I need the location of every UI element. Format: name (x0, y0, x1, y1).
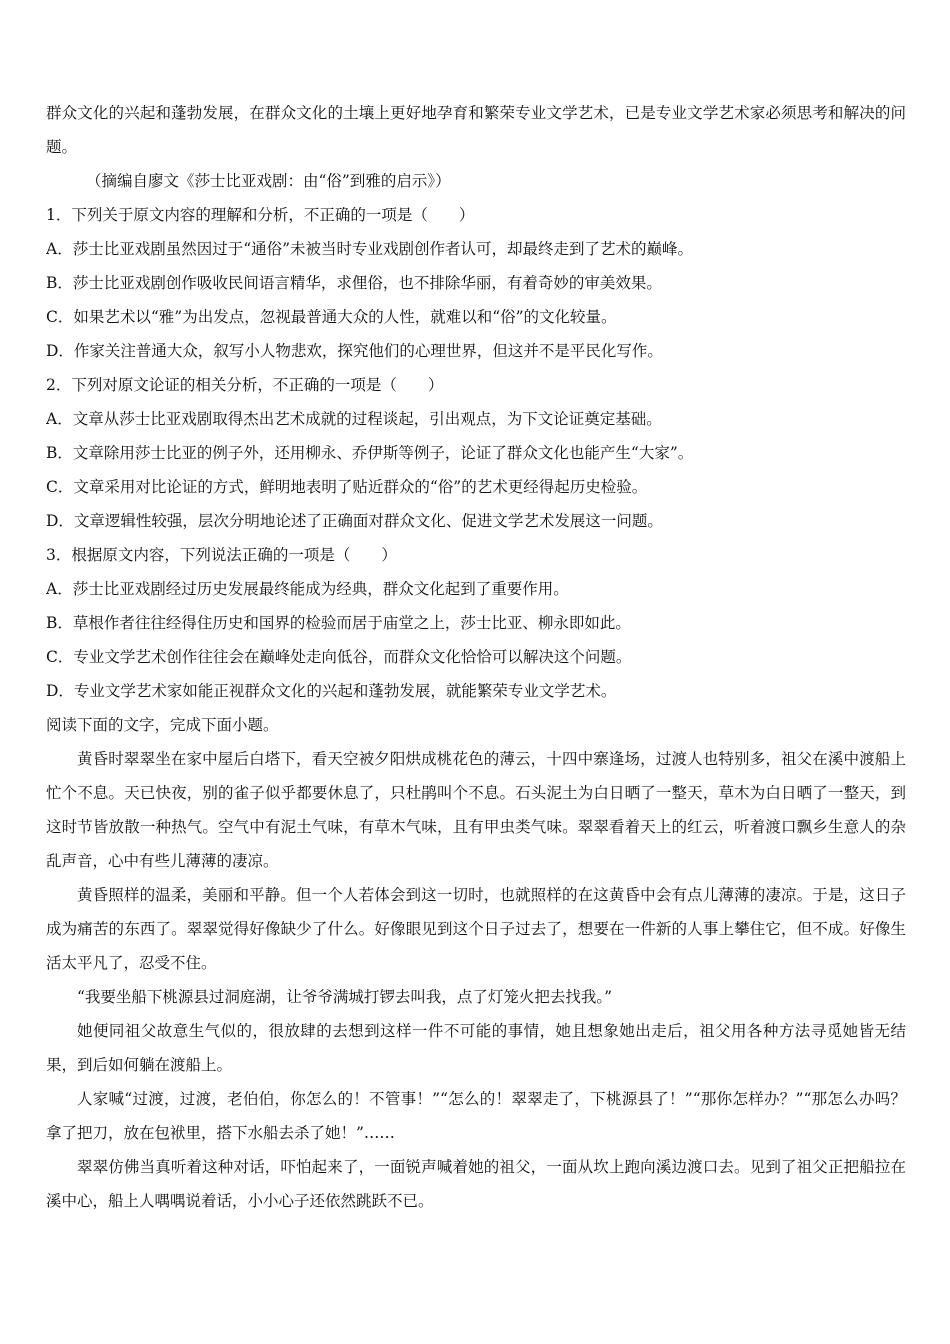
reading-passage (46, 742, 906, 1218)
option-b: B．莎士比亚戏剧创作吸收民间语言精华，求俚俗，也不排除华丽，有着奇妙的审美效果。 (46, 274, 662, 292)
question-stem: 1．下列关于原文内容的理解和分析，不正确的一项是（ ） (46, 206, 475, 224)
passage-paragraph: 她便同祖父故意生气似的，很放肆的去想到这样一件不可能的事情，她且想象她出走后，祖父用各种方法寻觅她皆无结果，到后如何躺在渡船上。 (46, 1022, 906, 1074)
source-note: （摘编自廖文《莎士比亚戏剧：由“俗”到雅的启示》） (86, 172, 451, 190)
option-c: C．文章采用对比论证的方式，鲜明地表明了贴近群众的“俗”的艺术更经得起历史检验。 (46, 478, 648, 496)
option-b: B．草根作者往往经得住历史和国界的检验而居于庙堂之上，莎士比亚、柳永即如此。 (46, 614, 631, 632)
passage-paragraph: “我要坐船下桃源县过洞庭湖，让爷爷满城打锣去叫我，点了灯笼火把去找我。” (77, 988, 613, 1006)
option-d: D．文章逻辑性较强，层次分明地论述了正确面对群众文化、促进文学艺术发展这一问题。 (46, 512, 663, 530)
option-a: A．莎士比亚戏剧经过历史发展最终能成为经典，群众文化起到了重要作用。 (46, 580, 569, 598)
question-2 (46, 368, 906, 538)
option-c: C．专业文学艺术创作往往会在巅峰处走向低谷，而群众文化恰恰可以解决这个问题。 (46, 648, 632, 666)
exam-page (46, 96, 906, 1218)
question-stem: 3．根据原文内容，下列说法正确的一项是（ ） (46, 546, 397, 564)
question-stem: 2．下列对原文论证的相关分析，不正确的一项是（ ） (46, 376, 444, 394)
reading-instruction: 阅读下面的文字，完成下面小题。 (46, 716, 279, 734)
passage-paragraph: 人家喊“过渡，过渡，老伯伯，你怎么的！不管事！”“怎么的！翠翠走了，下桃源县了！”“那你怎样办？”“那怎么办吗？拿了把刀，放在包袱里，搭下水船去杀了她！”…… (46, 1090, 906, 1142)
question-3 (46, 538, 906, 708)
question-1 (46, 198, 906, 368)
passage-paragraph: 黄昏时翠翠坐在家中屋后白塔下，看天空被夕阳烘成桃花色的薄云，十四中寨逢场，过渡人也特别多，祖父在溪中渡船上忙个不息。天已快夜，别的雀子似乎都要休息了，只杜鹃叫个不息。石头泥土为白日晒了一整天，草木为白日晒了一整天，到这时节皆放散一种热气。空气中有泥土气味，有草木气味，且有甲虫类气味。翠翠看着天上的红云，听着渡口飘乡生意人的杂乱声音，心中有些儿薄薄的凄凉。 (46, 750, 906, 870)
option-d: D．专业文学艺术家如能正视群众文化的兴起和蓬勃发展，就能繁荣专业文学艺术。 (46, 682, 617, 700)
option-a: A．文章从莎士比亚戏剧取得杰出艺术成就的过程谈起，引出观点，为下文论证奠定基础。 (46, 410, 662, 428)
option-b: B．文章除用莎士比亚的例子外，还用柳永、乔伊斯等例子，论证了群众文化也能产生“大家”。 (46, 444, 694, 462)
option-d: D．作家关注普通大众，叙写小人物悲欢，探究他们的心理世界，但这并不是平民化写作。 (46, 342, 663, 360)
passage-paragraph: 翠翠仿佛当真听着这种对话，吓怕起来了，一面锐声喊着她的祖父，一面从坎上跑向溪边渡口去。见到了祖父正把船拉在溪中心，船上人喁喁说着话，小小心子还依然跳跃不已。 (46, 1158, 906, 1210)
option-a: A．莎士比亚戏剧虽然因过于“通俗”未被当时专业戏剧创作者认可，却最终走到了艺术的巅峰。 (46, 240, 694, 258)
intro-paragraph-end: 群众文化的兴起和蓬勃发展，在群众文化的土壤上更好地孕育和繁荣专业文学艺术，已是专业文学艺术家必须思考和解决的问题。 (46, 104, 906, 156)
passage-paragraph: 黄昏照样的温柔，美丽和平静。但一个人若体会到这一切时，也就照样的在这黄昏中会有点儿薄薄的凄凉。于是，这日子成为痛苦的东西了。翠翠觉得好像缺少了什么。好像眼见到这个日子过去了，想要在一件新的人事上攀住它，但不成。好像生活太平凡了，忍受不住。 (46, 886, 906, 972)
option-c: C．如果艺术以“雅”为出发点，忽视最普通大众的人性，就难以和“俗”的文化较量。 (46, 308, 617, 326)
